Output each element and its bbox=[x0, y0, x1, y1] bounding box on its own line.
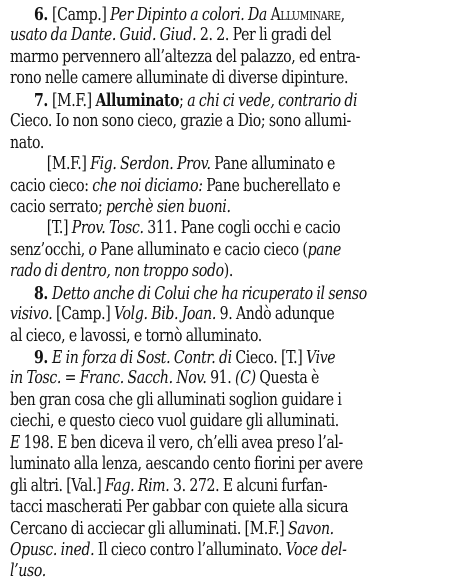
text-segment: Volg. Bib. Joan. bbox=[114, 304, 220, 325]
text-segment: E in forza di Sost. Contr. di bbox=[52, 348, 236, 368]
text-segment: ; bbox=[179, 90, 188, 111]
text-line bbox=[10, 197, 465, 218]
text-line bbox=[10, 411, 465, 432]
text-line bbox=[10, 454, 465, 475]
text-segment: al cieco, e lavossi, e tornò alluminato. bbox=[10, 325, 262, 346]
text-line bbox=[10, 133, 465, 154]
text-line bbox=[10, 561, 465, 582]
text-line bbox=[10, 111, 465, 132]
text-line bbox=[10, 304, 465, 325]
text-line bbox=[10, 4, 475, 25]
text-segment: Alluminato bbox=[95, 89, 180, 111]
text-segment: l’uso. bbox=[10, 561, 46, 582]
text-segment: Cieco. [T.] bbox=[235, 348, 307, 368]
text-line bbox=[10, 497, 465, 518]
text-segment: 3. 272. E alcuni furfan- bbox=[173, 475, 328, 496]
text-segment: E bbox=[10, 432, 24, 453]
text-segment: 9. Andò adunque bbox=[219, 304, 335, 325]
text-line bbox=[10, 519, 465, 540]
text-segment: Detto anche di Colui che ha ricuperato il senso bbox=[52, 283, 367, 304]
text-segment: che noi diciamo: bbox=[92, 175, 207, 196]
text-segment: tacci mascherati Per gabbar con quiete alla sicura bbox=[10, 497, 349, 518]
text-segment: 9. bbox=[34, 347, 53, 368]
text-segment: pane bbox=[307, 239, 341, 260]
text-segment: Cieco. Io non sono cieco, grazie a Dio; sono allumi- bbox=[10, 111, 351, 132]
text-segment: 2. 2. Per li gradi del bbox=[199, 25, 332, 46]
text-segment: 198. E ben diceva il vero, ch’elli avea preso l’al- bbox=[23, 432, 343, 453]
text-segment: marmo pervennero all’altezza del palazzo, ed entra- bbox=[10, 46, 361, 67]
text-segment: [M.F.] bbox=[52, 90, 96, 111]
text-segment: ben gran cosa che gli alluminati soglion guidare i bbox=[10, 389, 342, 410]
text-segment: [T.] bbox=[46, 218, 72, 239]
text-segment: perchè sien buoni. bbox=[106, 196, 231, 217]
text-segment: [Camp.] bbox=[52, 5, 111, 25]
text-segment: Cercano di acciecar gli alluminati. [M.F.] bbox=[10, 518, 288, 539]
text-segment: , bbox=[340, 5, 345, 25]
text-line bbox=[10, 218, 475, 239]
text-segment: Prov. Tosc. bbox=[71, 218, 148, 239]
text-line bbox=[10, 347, 475, 368]
text-segment: 6. bbox=[34, 4, 53, 25]
text-line bbox=[10, 326, 465, 347]
text-line bbox=[10, 540, 465, 561]
text-segment: [Camp.] bbox=[55, 304, 115, 325]
text-line bbox=[10, 283, 475, 304]
text-segment: Fag. Rim. bbox=[105, 475, 173, 496]
text-segment: senz’occhi, bbox=[10, 239, 89, 260]
text-segment: Pane bucherellato e bbox=[206, 175, 341, 196]
text-segment: Opusc. ined. bbox=[10, 539, 98, 560]
text-segment: Fig. Serdon. Prov. bbox=[90, 154, 215, 175]
text-segment: Pane alluminato e cacio cieco ( bbox=[100, 239, 308, 260]
text-segment: ciechi, e questo cieco vuol guidare gli alluminati. bbox=[10, 411, 339, 432]
text-segment: cacio serrato; bbox=[10, 196, 106, 217]
text-segment: (C) bbox=[235, 368, 260, 389]
text-segment: Questa è bbox=[259, 368, 319, 389]
text-line bbox=[10, 154, 475, 175]
text-segment: Pane alluminato e bbox=[214, 154, 335, 175]
text-segment: Alluminare bbox=[270, 5, 341, 25]
text-segment: ). bbox=[223, 261, 234, 282]
text-segment: Savon. bbox=[287, 518, 334, 539]
text-segment: o bbox=[88, 239, 101, 260]
text-segment: Il cieco contro l’alluminato. bbox=[97, 539, 286, 560]
text-segment: rono nelle camere alluminate di diverse dipinture. bbox=[10, 68, 349, 89]
text-line bbox=[10, 68, 465, 89]
text-segment: nato. bbox=[10, 132, 45, 153]
text-segment: cacio cieco: bbox=[10, 175, 93, 196]
text-segment: [M.F.] bbox=[46, 154, 91, 175]
text-line bbox=[10, 25, 465, 46]
text-line bbox=[10, 476, 465, 497]
text-line bbox=[10, 176, 465, 197]
text-line bbox=[10, 368, 465, 389]
text-line bbox=[10, 390, 465, 411]
text-line bbox=[10, 261, 465, 282]
text-segment: Vive bbox=[306, 348, 336, 368]
text-segment: in Tosc. = Franc. Sacch. Nov. bbox=[10, 368, 211, 389]
text-segment: Per Dipinto a colori. Da bbox=[110, 5, 271, 25]
text-segment: 91. bbox=[210, 368, 236, 389]
text-segment: luminato alla lenza, aescando cento fiorini per avere bbox=[10, 454, 363, 475]
text-line bbox=[10, 240, 465, 261]
text-segment: gli altri. [Val.] bbox=[10, 475, 105, 496]
text-segment: 7. bbox=[34, 89, 53, 111]
text-segment: Voce del- bbox=[285, 539, 347, 560]
text-line bbox=[10, 433, 465, 454]
text-segment: 311. Pane cogli occhi e cacio bbox=[147, 218, 341, 239]
text-line bbox=[10, 90, 475, 111]
text-segment: usato da Dante. Guid. Giud. bbox=[10, 25, 200, 46]
text-segment: visivo. bbox=[10, 304, 56, 325]
text-line bbox=[10, 47, 465, 68]
text-segment: 8. bbox=[34, 282, 53, 304]
text-segment: rado di dentro, non troppo sodo bbox=[10, 261, 224, 282]
entry-text bbox=[10, 4, 465, 583]
text-segment: a chi ci vede, contrario di bbox=[187, 90, 358, 111]
